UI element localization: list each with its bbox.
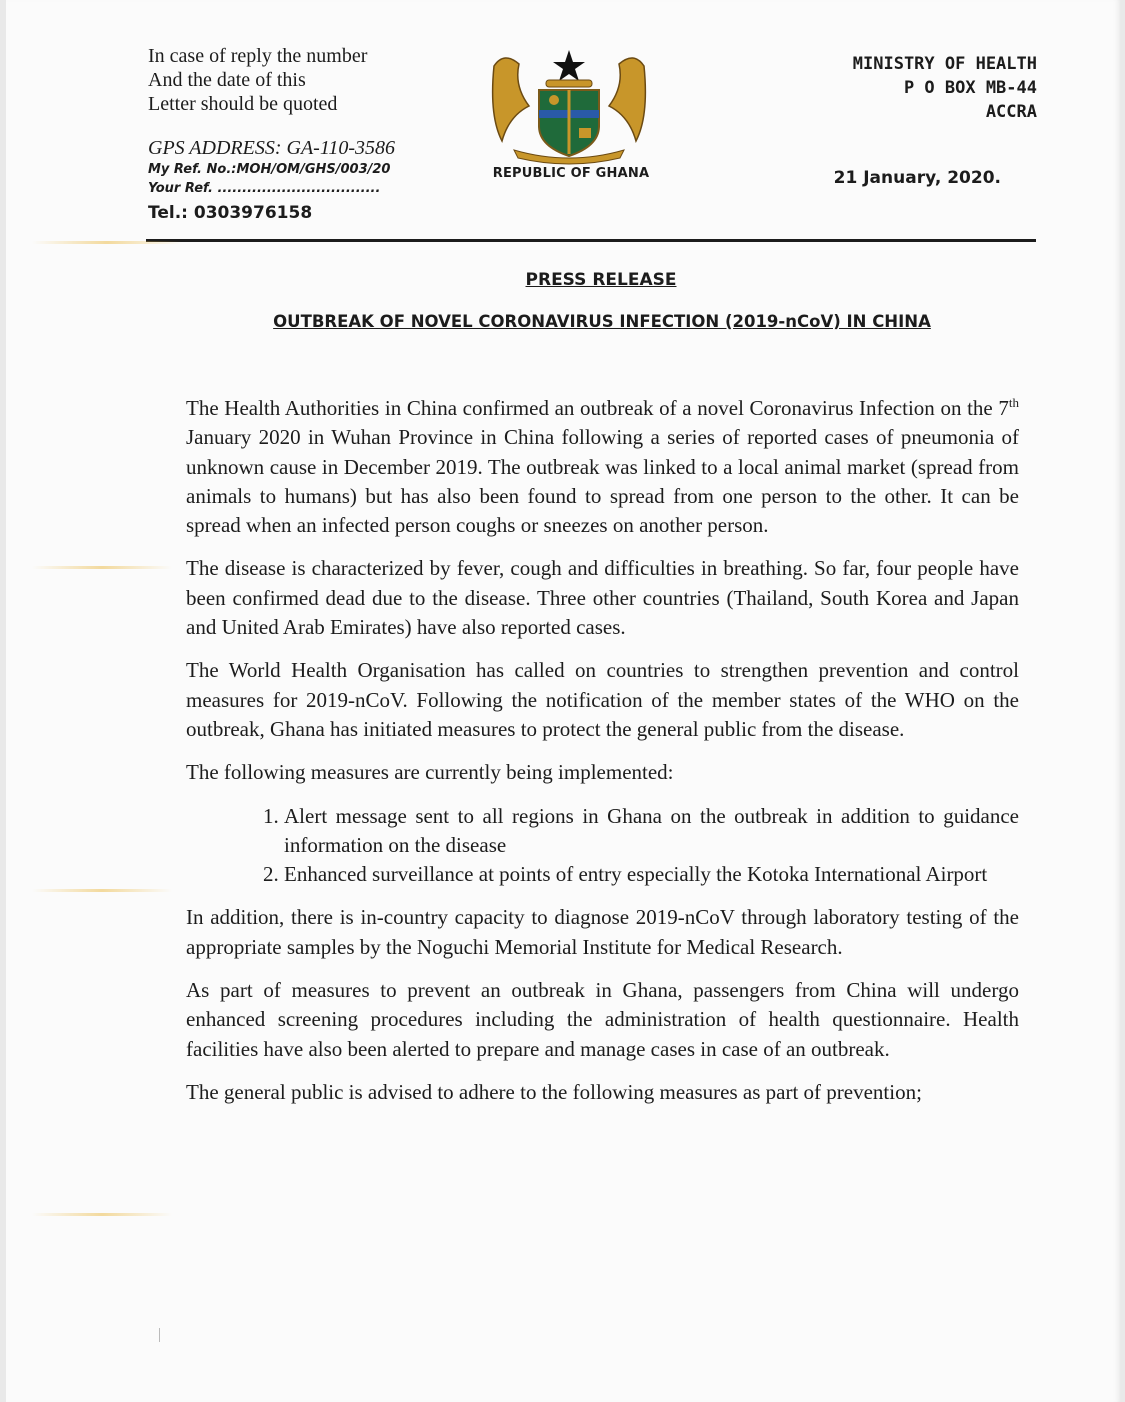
ghana-coat-of-arms-icon [484, 46, 654, 166]
scan-mark [159, 1328, 160, 1342]
paragraph-public-advice: The general public is advised to adhere to the following measures as part of prevention; [186, 1079, 922, 1104]
letter-date: 21 January, 2020. [833, 168, 1001, 188]
ministry-address [853, 52, 1037, 124]
ministry-po-box: P O BOX MB-44 [903, 78, 1037, 98]
my-reference: My Ref. No.:MOH/OM/GHS/003/20 [148, 162, 391, 177]
reply-note-line-2: And the date of this [148, 69, 306, 91]
highlighter-mark [32, 241, 182, 244]
paragraph-who: The World Health Organisation has called on countries to strengthen prevention and control measures for 2019-nCoV. Following the notification of the member states of the WHO on the outbreak, Ghana has initiated measures to protect the general public from the disease. [186, 658, 1019, 741]
reply-note-line-1: In case of reply the number [148, 45, 368, 67]
paragraph-diagnosis: In addition, there is in-country capacity to diagnose 2019-nCoV through laboratory testing of the appropriate samples by the Noguchi Memorial Institute for Medical Research. [186, 905, 1019, 959]
paragraph-measures-intro: The following measures are currently being implemented: [186, 760, 674, 785]
paragraph-screening: As part of measures to prevent an outbreak in Ghana, passengers from China will undergo enhanced screening procedures including the administration of health questionnaire. Health facilities have also been alerted to prepare and manage cases in case of an outbreak. [186, 978, 1019, 1061]
paragraph-outbreak: The Health Authorities in China confirmed an outbreak of a novel Coronavirus Infection on the 7th January 2020 in Wuhan Province in China following a series of reported cases of pneumonia of unknown cause in December 2019. The outbreak was linked to a local animal market (spread from animals to humans) but has also been found to spread from one person to the other. It can be spread when an infected person coughs or sneezes on another person. [186, 395, 1019, 538]
ministry-name: MINISTRY OF HEALTH [852, 54, 1037, 74]
measures-list [186, 802, 1019, 890]
press-release-headline: OUTBREAK OF NOVEL CORONAVIRUS INFECTION (2019-nCoV) IN CHINA [273, 312, 931, 331]
telephone: Tel.: 0303976158 [148, 203, 313, 223]
republic-of-ghana-label: REPUBLIC OF GHANA [492, 166, 650, 181]
ministry-city: ACCRA [985, 102, 1037, 122]
highlighter-mark [32, 1213, 172, 1216]
your-reference: Your Ref. ................................. [148, 181, 381, 196]
header-divider [146, 239, 1036, 242]
list-item: 2. Enhanced surveillance at points of entry especially the Kotoka International Airport [284, 860, 1019, 889]
press-release-label: PRESS RELEASE [525, 270, 677, 290]
gps-address: GPS ADDRESS: GA-110-3586 [148, 137, 395, 159]
reply-note-line-3: Letter should be quoted [148, 93, 338, 115]
letterhead-left [148, 44, 468, 226]
highlighter-mark [32, 889, 172, 892]
paragraph-symptoms: The disease is characterized by fever, cough and difficulties in breathing. So far, four people have been confirmed dead due to the disease. Three other countries (Thailand, South Korea and Japan and United Arab Emirates) have also reported cases. [186, 556, 1019, 640]
list-item: 1. Alert message sent to all regions in Ghana on the outbreak in addition to guidance information on the disease [284, 802, 1019, 861]
document-page [6, 0, 1121, 1402]
highlighter-mark [32, 566, 172, 569]
press-release-body [186, 388, 1019, 1121]
